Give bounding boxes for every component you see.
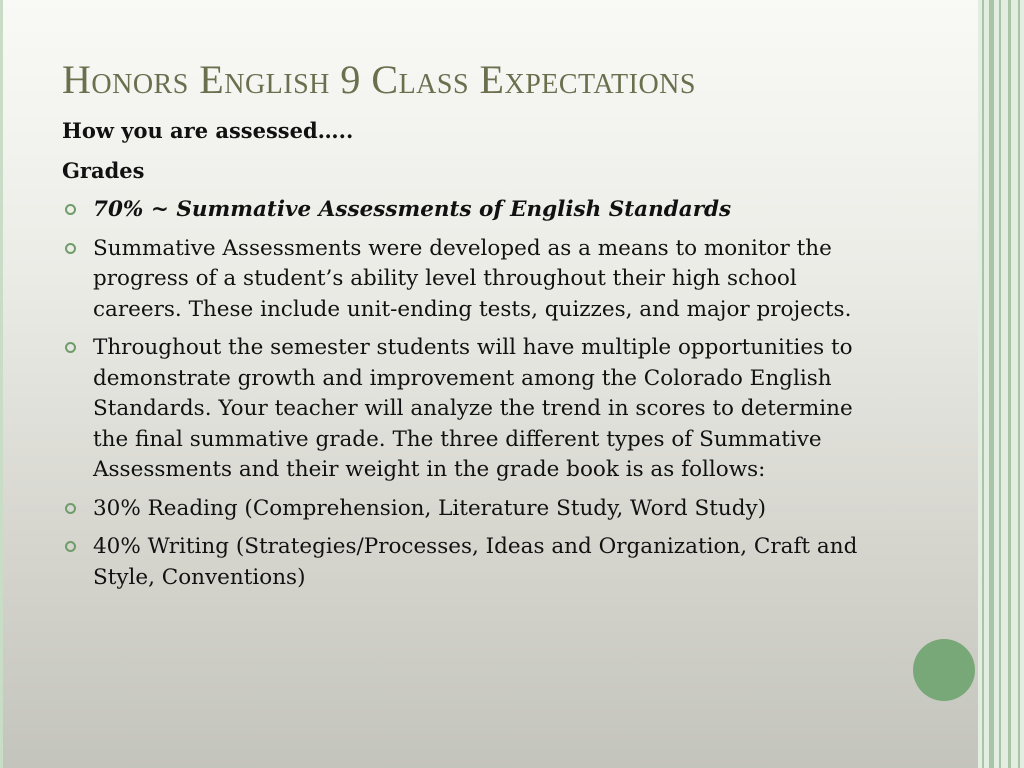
- slide-body: [62, 116, 892, 601]
- bullet-icon: [65, 204, 76, 215]
- bullet-text: Summative Assessments were developed as a means to monitor the progress of a student’s ability level throughout their high school careers. These include unit-ending tests, quizzes, and major projects.: [93, 235, 852, 322]
- bullet-text: 30% Reading (Comprehension, Literature Study, Word Study): [93, 495, 766, 521]
- stripe: [999, 0, 1001, 768]
- bullet-text: Throughout the semester students will have multiple opportunities to demonstrate growth and improvement among the Colorado English Standards. Your teacher will analyze the trend in scores to determine the final summative grade. The three different types of Summative Assessments and their weight in the grade book is as follows:: [93, 335, 853, 482]
- bullet-icon: [65, 342, 76, 353]
- bullet-icon: [65, 541, 76, 552]
- list-item: [62, 195, 892, 226]
- left-edge-decoration: [0, 0, 3, 768]
- list-item: [62, 494, 892, 525]
- bullet-icon: [65, 503, 76, 514]
- stripe: [1018, 0, 1020, 768]
- stripe: [1008, 0, 1011, 768]
- bullet-icon: [65, 243, 76, 254]
- list-item: [62, 234, 892, 326]
- stripe: [989, 0, 994, 768]
- list-item: [62, 532, 892, 593]
- bullet-text: 70% ~ Summative Assessments of English Standards: [93, 197, 732, 222]
- assessment-heading: How you are assessed…..: [62, 118, 354, 143]
- right-stripe-decoration: [978, 0, 1024, 768]
- bullet-text: 40% Writing (Strategies/Processes, Ideas and Organization, Craft and Style, Conventions): [93, 534, 858, 590]
- decorative-green-circle: [913, 639, 975, 701]
- bullet-list: [62, 195, 892, 593]
- stripe: [982, 0, 984, 768]
- slide-title: Honors English 9 Class Expectations: [62, 57, 696, 102]
- grades-heading: Grades: [62, 157, 145, 183]
- list-item: [62, 333, 892, 486]
